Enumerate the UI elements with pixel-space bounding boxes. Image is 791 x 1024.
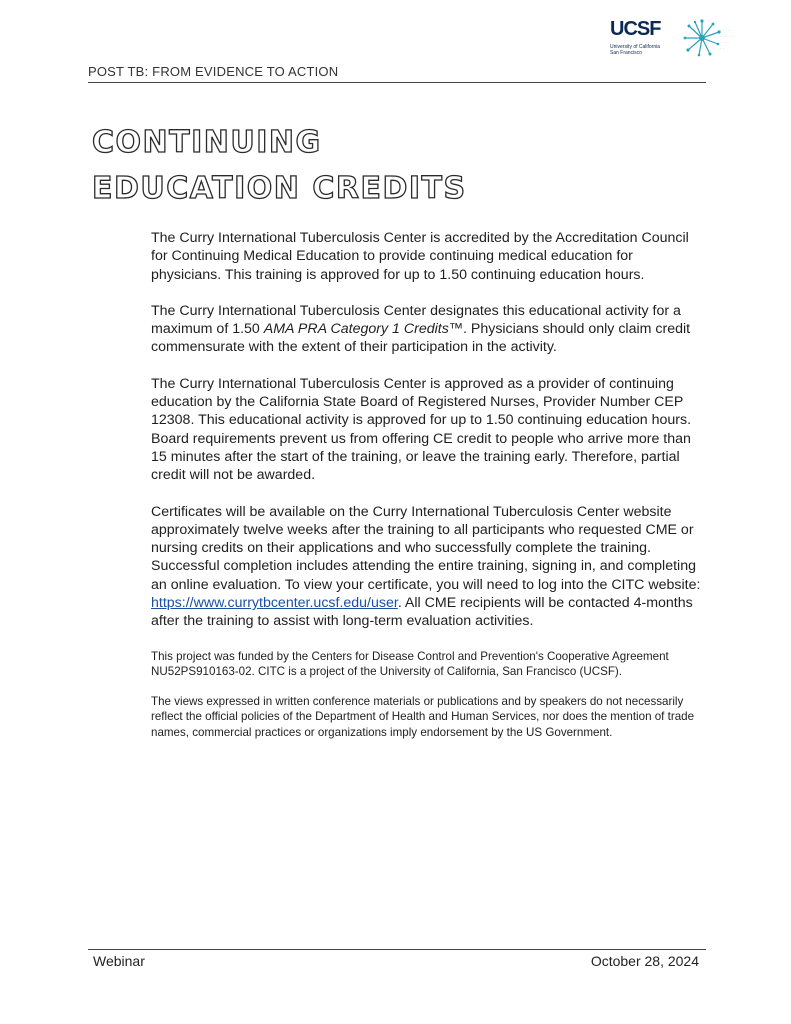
footer-event-type: Webinar [93,953,145,969]
header-logos [608,18,758,64]
page-title-line-1: CONTINUING [92,125,322,160]
header-divider [88,82,706,83]
designation-text-end: ™. Physicians should only claim credit commensurate with the extent of their participation in the activity. [151,321,691,356]
certificates-text-start: Certificates will be available on the Curry International Tuberculosis Center website approximately twelve weeks after the training to all participants who requested CME or nursing credits on their applications and who successfully complete the training. Successful completion includes attending the entire training, signing in, and completing an online evaluation. To view your certificate, you will need to log into the CITC website: [151,503,701,593]
ucsf-logo-subtitle: University of California San Francisco [610,44,661,56]
document-body [151,229,703,754]
designation-text-start: The Curry International Tuberculosis Center designates this educational activity for a maximum of 1.50 [151,302,681,338]
certificates-text-end: . All CME recipients will be contacted 4-months after the training to assist with long-term evaluation activities. [151,595,693,630]
funding-statement: This project was funded by the Centers for Disease Control and Prevention's Cooperative Agreement NU52PS910163-02. CITC is a project of the University of California, San Francisco (UCSF). [151,649,669,679]
page-title-line-2: EDUCATION CREDITS [92,171,467,206]
paragraph-certificates [151,503,703,631]
ucsf-logo-wordmark: UCSF [610,18,661,40]
citc-logo-text: · · · · · · · · · · · · · · · · · [720,28,734,51]
running-header-title: POST TB: FROM EVIDENCE TO ACTION [88,64,339,79]
citc-starburst-logo-icon [682,18,722,58]
ucsf-logo [608,18,672,64]
paragraph-designation [151,302,703,357]
footer-date: October 28, 2024 [590,953,699,969]
ama-credits-italic: AMA PRA Category 1 Credits [263,321,449,338]
paragraph-accreditation: The Curry International Tuberculosis Center is accredited by the Accreditation Council for Continuing Medical Education to provide continuing medical education for physicians. This training is approved for up to 1.50 continuing education hours. [151,230,689,283]
paragraph-nursing: The Curry International Tuberculosis Center is approved as a provider of continuing education by the California State Board of Registered Nurses, Provider Number CEP 12308. This educational activity is approved for up to 1.50 continuing education hours. Board requirements prevent us from offering CE credit to people who arrive more than 15 minutes after the start of the training, or leave the training early. Therefore, partial credit will not be awarded. [151,375,692,484]
page-title [92,120,467,212]
disclaimer-statement: The views expressed in written conference materials or publications and by speakers do not necessarily reflect the official policies of the Department of Health and Human Services, nor does the mention of trade names, commercial practices or organizations imply endorsement by the US Government. [151,694,695,739]
footer-divider [88,949,706,950]
citc-user-link[interactable]: https://www.currytbcenter.ucsf.edu/user [151,595,398,612]
